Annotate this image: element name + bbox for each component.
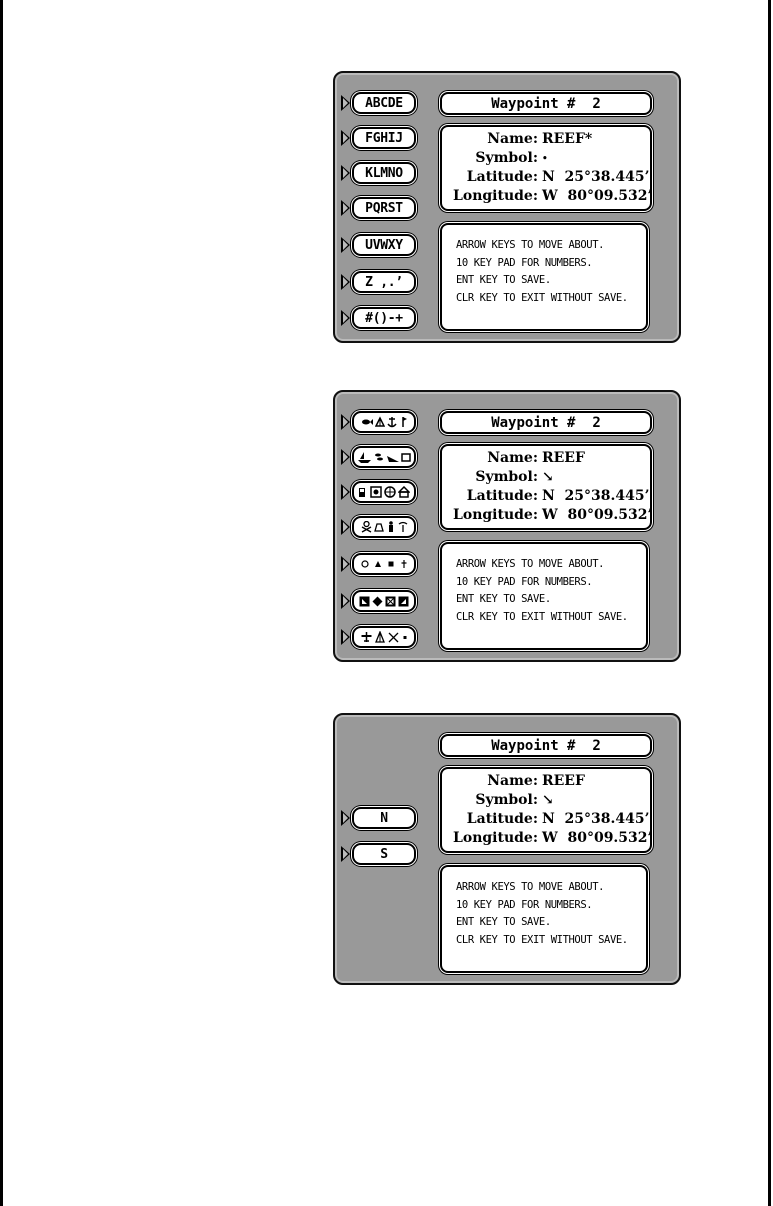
symbol-menu-row-7[interactable]	[341, 626, 421, 648]
name-row	[442, 773, 650, 792]
waypoint-title: Waypoint # 2	[440, 411, 652, 434]
arrow-right-icon	[341, 414, 350, 430]
instruction-line: ENT KEY TO SAVE.	[456, 593, 551, 605]
menu-button[interactable]: UVWXY	[352, 234, 416, 256]
symbol-group-button[interactable]	[352, 411, 416, 433]
plane-icon	[361, 631, 372, 643]
arrow-right-icon	[341, 165, 350, 181]
longitude-row	[442, 830, 653, 849]
instructions-box	[440, 542, 648, 650]
menu-item-pqrst[interactable]	[341, 197, 421, 219]
south-button[interactable]: S	[352, 843, 416, 865]
box-icon	[359, 596, 370, 607]
waypoint-screen-hemisphere	[333, 713, 681, 985]
menu-button[interactable]: FGHIJ	[352, 127, 416, 149]
name-value[interactable]: REEF	[542, 450, 585, 466]
instructions-box	[440, 223, 648, 331]
symbol-group-button[interactable]	[352, 590, 416, 612]
symbol-group-button[interactable]	[352, 481, 416, 503]
menu-item-uvwxy[interactable]	[341, 234, 421, 256]
arrow-right-icon	[341, 200, 350, 216]
name-label: Name:	[487, 450, 538, 466]
waypoint-title: Waypoint # 2	[440, 92, 652, 115]
box-x-icon	[385, 596, 396, 607]
tower-icon	[375, 631, 385, 643]
fish-school-icon	[373, 451, 385, 463]
circle-icon	[361, 559, 369, 569]
menu-button[interactable]: #()-+	[352, 307, 416, 329]
diamond-icon	[372, 596, 383, 607]
triangle-icon	[374, 559, 382, 569]
menu-item-symbols[interactable]	[341, 307, 421, 329]
buoy-icon	[401, 451, 411, 463]
page-border-right	[768, 0, 771, 1206]
symbol-label: Symbol:	[475, 792, 538, 808]
name-label: Name:	[487, 131, 538, 147]
square-icon	[387, 559, 395, 569]
instruction-line: CLR KEY TO EXIT WITHOUT SAVE.	[456, 933, 628, 946]
symbol-menu-row-1[interactable]	[341, 411, 421, 433]
arrow-right-icon	[341, 593, 350, 609]
menu-button[interactable]: ABCDE	[352, 92, 416, 114]
arrow-right-icon	[341, 519, 350, 535]
arrow-right-icon	[341, 556, 350, 572]
longitude-label: Longitude:	[453, 507, 538, 523]
instruction-line: ENT KEY TO SAVE.	[456, 274, 551, 286]
name-value[interactable]: REEF	[542, 773, 585, 789]
palm-icon	[398, 521, 408, 533]
dot-icon	[402, 631, 408, 643]
menu-button[interactable]: Z ,.’	[352, 271, 416, 293]
menu-item-north[interactable]	[341, 807, 421, 829]
symbol-group-button[interactable]	[352, 553, 416, 575]
waypoint-info	[440, 444, 652, 530]
menu-button[interactable]: PQRST	[352, 197, 416, 219]
waypoint-info	[440, 767, 652, 853]
instructions-box	[440, 865, 648, 973]
symbol-menu-row-4[interactable]	[341, 516, 421, 538]
fish-icon	[361, 416, 373, 428]
symbol-value[interactable]: ↘	[542, 469, 554, 485]
tools-icon	[388, 631, 399, 643]
latitude-value[interactable]: N 25°38.445’	[542, 488, 650, 504]
life-ring-icon	[384, 486, 396, 498]
instruction-line: ARROW KEYS TO MOVE ABOUT.	[456, 239, 605, 251]
shell-icon	[375, 416, 385, 428]
arrow-right-icon	[341, 130, 350, 146]
arrow-right-icon	[341, 846, 350, 862]
page-border-left	[0, 0, 3, 1206]
name-value[interactable]: REEF*	[542, 131, 593, 147]
arrow-right-icon	[341, 629, 350, 645]
instruction-line: 10 KEY PAD FOR NUMBERS.	[456, 575, 593, 588]
latitude-row	[442, 811, 650, 830]
north-button[interactable]: N	[352, 807, 416, 829]
waypoint-title: Waypoint # 2	[440, 734, 652, 757]
symbol-row	[442, 792, 650, 811]
menu-item-fghij[interactable]	[341, 127, 421, 149]
instruction-line: ENT KEY TO SAVE.	[456, 916, 551, 928]
symbol-group-button[interactable]	[352, 626, 416, 648]
arrow-right-icon	[341, 810, 350, 826]
instruction-line: CLR KEY TO EXIT WITHOUT SAVE.	[456, 610, 628, 623]
instruction-line: CLR KEY TO EXIT WITHOUT SAVE.	[456, 291, 628, 304]
waypoint-screen-alpha	[333, 71, 681, 343]
name-label: Name:	[487, 773, 538, 789]
symbol-group-button[interactable]	[352, 516, 416, 538]
person-icon	[386, 521, 396, 533]
arrow-right-icon	[341, 274, 350, 290]
symbol-menu-row-5[interactable]	[341, 553, 421, 575]
instruction-line: ARROW KEYS TO MOVE ABOUT.	[456, 558, 605, 570]
symbol-value[interactable]: •	[542, 154, 548, 164]
wreck-icon	[387, 451, 399, 463]
latitude-row	[442, 169, 650, 188]
arrow-right-icon	[341, 310, 350, 326]
longitude-row	[442, 188, 653, 207]
symbol-group-button[interactable]	[352, 446, 416, 468]
name-row	[442, 131, 650, 150]
latitude-label: Latitude:	[466, 811, 538, 827]
latitude-row	[442, 488, 650, 507]
longitude-label: Longitude:	[453, 188, 538, 204]
waypoint-screen-symbols	[333, 390, 681, 662]
menu-button[interactable]: KLMNO	[352, 162, 416, 184]
latitude-label: Latitude:	[466, 488, 538, 504]
symbol-menu-row-6[interactable]	[341, 590, 421, 612]
anchor-icon	[387, 416, 397, 428]
flag-icon	[399, 416, 407, 428]
symbol-row	[442, 469, 650, 488]
fuel-icon	[358, 486, 368, 498]
longitude-value[interactable]: W 80°09.532’	[542, 830, 653, 846]
symbol-menu-row-3[interactable]	[341, 481, 421, 503]
longitude-value[interactable]: W 80°09.532’	[542, 188, 653, 204]
symbol-label: Symbol:	[475, 469, 538, 485]
symbol-value[interactable]: ↘	[542, 792, 554, 808]
menu-item-south[interactable]	[341, 843, 421, 865]
arrow-right-icon	[341, 484, 350, 500]
symbol-menu-row-2[interactable]	[341, 446, 421, 468]
diver-icon	[361, 521, 372, 533]
symbol-row	[442, 150, 650, 169]
house-icon	[398, 486, 410, 498]
menu-item-klmno[interactable]	[341, 162, 421, 184]
box-half-icon	[398, 596, 409, 607]
latitude-value[interactable]: N 25°38.445’	[542, 169, 650, 185]
longitude-value[interactable]: W 80°09.532’	[542, 507, 653, 523]
arrow-right-icon	[341, 449, 350, 465]
longitude-label: Longitude:	[453, 830, 538, 846]
arrow-right-icon	[341, 237, 350, 253]
instruction-line: 10 KEY PAD FOR NUMBERS.	[456, 256, 593, 269]
latitude-label: Latitude:	[466, 169, 538, 185]
name-row	[442, 450, 650, 469]
restaurant-icon	[370, 486, 382, 498]
menu-item-abcde[interactable]	[341, 92, 421, 114]
waypoint-info	[440, 125, 652, 211]
bell-icon	[374, 521, 384, 533]
longitude-row	[442, 507, 653, 526]
instruction-line: 10 KEY PAD FOR NUMBERS.	[456, 898, 593, 911]
symbol-label: Symbol:	[475, 150, 538, 166]
cross-icon	[400, 559, 408, 569]
boat-icon	[358, 451, 371, 463]
instruction-line: ARROW KEYS TO MOVE ABOUT.	[456, 881, 605, 893]
menu-item-punct[interactable]	[341, 271, 421, 293]
latitude-value[interactable]: N 25°38.445’	[542, 811, 650, 827]
arrow-right-icon	[341, 95, 350, 111]
